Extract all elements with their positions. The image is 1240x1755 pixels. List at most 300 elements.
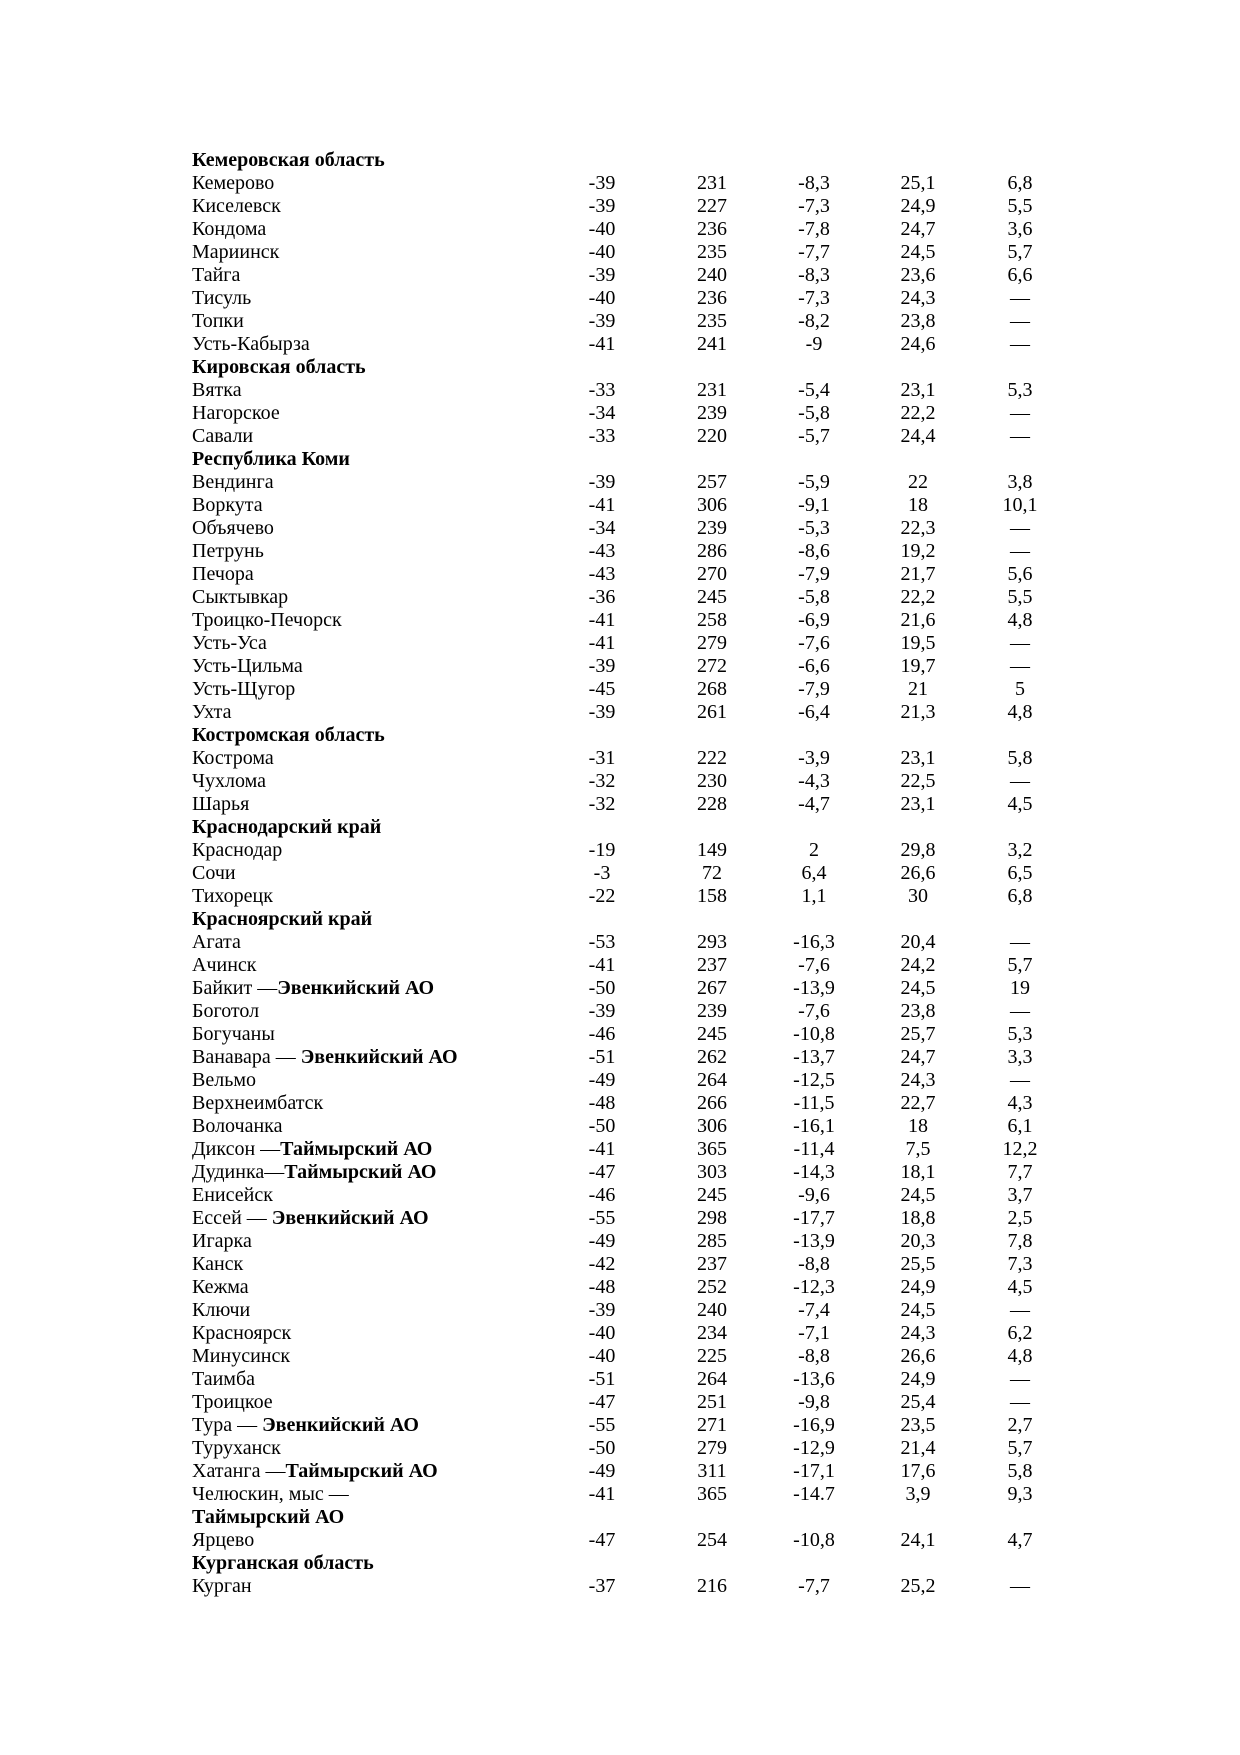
value-cell: -47 (588, 1391, 616, 1413)
value-cell: -5,9 (798, 471, 830, 493)
table-row (192, 379, 1052, 402)
value-cell: 257 (697, 471, 727, 493)
city-name: Троицко-Печорск (192, 609, 342, 631)
value-cell: 6,8 (1007, 885, 1033, 907)
value-cell: -45 (588, 678, 616, 700)
value-cell: -49 (588, 1460, 616, 1482)
region-name: Красноярский край (192, 908, 373, 930)
city-name: Ярцево (192, 1529, 255, 1551)
city-name: Богучаны (192, 1023, 275, 1045)
value-cell: -11,5 (793, 1092, 835, 1114)
value-cell: -7,4 (798, 1299, 830, 1321)
value-cell: 5,8 (1007, 747, 1033, 769)
value-cell: -41 (588, 333, 616, 355)
value-cell: 18,8 (900, 1207, 936, 1229)
value-cell: 225 (697, 1345, 727, 1367)
city-name: Сочи (192, 862, 236, 884)
value-cell: -50 (588, 1437, 616, 1459)
table-row (192, 1414, 1052, 1437)
city-name: Верхнеимбатск (192, 1092, 324, 1114)
value-cell: -16,3 (793, 931, 835, 953)
value-cell: -5,8 (798, 586, 830, 608)
value-cell: 6,6 (1007, 264, 1033, 286)
value-cell: -9 (805, 333, 823, 355)
value-cell: 25,4 (900, 1391, 936, 1413)
value-cell: 5,5 (1007, 195, 1033, 217)
region-name: Кировская область (192, 356, 366, 378)
city-name: Печора (192, 563, 254, 585)
table-row (192, 1161, 1052, 1184)
value-cell: -7,6 (798, 632, 830, 654)
climate-table (192, 149, 1052, 1598)
table-row (192, 609, 1052, 632)
district-name: Таймырский АО (280, 1138, 433, 1160)
value-cell: -8,8 (798, 1345, 830, 1367)
table-row (192, 517, 1052, 540)
value-cell: — (1010, 287, 1030, 309)
value-cell: — (1010, 1575, 1030, 1597)
value-cell: 23,1 (900, 747, 936, 769)
value-cell: 231 (697, 172, 727, 194)
city-name: Байкит —Эвенкийский АО (192, 977, 435, 999)
value-cell: — (1010, 1069, 1030, 1091)
city-name: Усть-Цильма (192, 655, 303, 677)
value-cell: 19,5 (900, 632, 936, 654)
city-name: Усть-Уса (192, 632, 267, 654)
value-cell: -7,3 (798, 195, 830, 217)
value-cell: -33 (588, 379, 616, 401)
region-header (192, 356, 1052, 379)
city-name: Вятка (192, 379, 242, 401)
table-row (192, 310, 1052, 333)
value-cell: -46 (588, 1184, 616, 1206)
value-cell: -13,9 (793, 1230, 835, 1252)
table-row (192, 1483, 1052, 1506)
value-cell: -39 (588, 195, 616, 217)
value-cell: — (1010, 1368, 1030, 1390)
city-name: Красноярск (192, 1322, 292, 1344)
value-cell: 5,7 (1007, 954, 1033, 976)
value-cell: 245 (697, 1023, 727, 1045)
value-cell: 24,3 (900, 287, 936, 309)
value-cell: — (1010, 425, 1030, 447)
value-cell: 3,2 (1007, 839, 1033, 861)
value-cell: 20,4 (900, 931, 936, 953)
value-cell: 18,1 (900, 1161, 936, 1183)
table-row (192, 1299, 1052, 1322)
value-cell: 24,9 (900, 1276, 936, 1298)
value-cell: 235 (697, 241, 727, 263)
city-name: Ключи (192, 1299, 251, 1321)
value-cell: -5,8 (798, 402, 830, 424)
city-name: Усть-Щугор (192, 678, 296, 700)
city-name: Усть-Кабырза (192, 333, 310, 355)
value-cell: 1,1 (801, 885, 827, 907)
value-cell: 5,6 (1007, 563, 1033, 585)
value-cell: 5,5 (1007, 586, 1033, 608)
value-cell: 20,3 (900, 1230, 936, 1252)
value-cell: 239 (697, 402, 727, 424)
value-cell: 6,1 (1007, 1115, 1033, 1137)
city-name: Ессей — Эвенкийский АО (192, 1207, 429, 1229)
table-row (192, 494, 1052, 517)
value-cell: — (1010, 931, 1030, 953)
value-cell: -7,8 (798, 218, 830, 240)
value-cell: 2 (809, 839, 819, 861)
city-name: Дудинка—Таймырский АО (192, 1161, 437, 1183)
table-row (192, 264, 1052, 287)
value-cell: -7,6 (798, 954, 830, 976)
value-cell: 5 (1015, 678, 1025, 700)
value-cell: 2,7 (1007, 1414, 1033, 1436)
district-name: Эвенкийский АО (271, 1207, 429, 1229)
value-cell: 231 (697, 379, 727, 401)
value-cell: — (1010, 770, 1030, 792)
value-cell: 22,7 (900, 1092, 936, 1114)
value-cell: -7,7 (798, 241, 830, 263)
value-cell: 3,8 (1007, 471, 1033, 493)
table-row (192, 1023, 1052, 1046)
value-cell: 22 (908, 471, 928, 493)
value-cell: -5,3 (798, 517, 830, 539)
value-cell: 252 (697, 1276, 727, 1298)
value-cell: -49 (588, 1230, 616, 1252)
city-name: Туруханск (192, 1437, 281, 1459)
value-cell: 239 (697, 517, 727, 539)
value-cell: -48 (588, 1276, 616, 1298)
table-row (192, 586, 1052, 609)
city-name: Хатанга —Таймырский АО (192, 1460, 438, 1482)
value-cell: 23,1 (900, 793, 936, 815)
value-cell: 4,8 (1007, 609, 1033, 631)
district-name: Таймырский АО (285, 1460, 438, 1482)
value-cell: 5,3 (1007, 1023, 1033, 1045)
city-name: Кондома (192, 218, 267, 240)
value-cell: -39 (588, 172, 616, 194)
value-cell: 5,3 (1007, 379, 1033, 401)
value-cell: -32 (588, 770, 616, 792)
value-cell: -34 (588, 402, 616, 424)
table-row (192, 1322, 1052, 1345)
value-cell: -47 (588, 1161, 616, 1183)
value-cell: 22,2 (900, 402, 936, 424)
value-cell: -55 (588, 1414, 616, 1436)
value-cell: -39 (588, 1000, 616, 1022)
value-cell: -13,7 (793, 1046, 835, 1068)
value-cell: -50 (588, 977, 616, 999)
value-cell: 240 (697, 1299, 727, 1321)
value-cell: -8,6 (798, 540, 830, 562)
value-cell: -55 (588, 1207, 616, 1229)
value-cell: 365 (697, 1138, 727, 1160)
value-cell: 262 (697, 1046, 727, 1068)
value-cell: — (1010, 310, 1030, 332)
value-cell: -8,3 (798, 172, 830, 194)
value-cell: -12,9 (793, 1437, 835, 1459)
table-row (192, 172, 1052, 195)
value-cell: 254 (697, 1529, 727, 1551)
value-cell: 24,1 (900, 1529, 936, 1551)
table-row (192, 402, 1052, 425)
value-cell: -17,1 (793, 1460, 835, 1482)
value-cell: 12,2 (1002, 1138, 1038, 1160)
table-row (192, 1000, 1052, 1023)
value-cell: 24,7 (900, 1046, 936, 1068)
value-cell: 24,5 (900, 1184, 936, 1206)
value-cell: -17,7 (793, 1207, 835, 1229)
table-row (192, 218, 1052, 241)
value-cell: -41 (588, 1138, 616, 1160)
region-header (192, 816, 1052, 839)
value-cell: -13,6 (793, 1368, 835, 1390)
value-cell: -6,4 (798, 701, 830, 723)
value-cell: 236 (697, 218, 727, 240)
region-header (192, 724, 1052, 747)
table-row (192, 1092, 1052, 1115)
value-cell: 4,7 (1007, 1529, 1033, 1551)
value-cell: -41 (588, 632, 616, 654)
value-cell: -31 (588, 747, 616, 769)
region-header (192, 1552, 1052, 1575)
value-cell: 306 (697, 1115, 727, 1137)
value-cell: -5,4 (798, 379, 830, 401)
table-row (192, 1207, 1052, 1230)
value-cell: 22,3 (900, 517, 936, 539)
value-cell: 241 (697, 333, 727, 355)
value-cell: 24,5 (900, 1299, 936, 1321)
value-cell: -33 (588, 425, 616, 447)
value-cell: -39 (588, 264, 616, 286)
value-cell: -7,6 (798, 1000, 830, 1022)
value-cell: -6,6 (798, 655, 830, 677)
value-cell: 4,8 (1007, 1345, 1033, 1367)
value-cell: 24,7 (900, 218, 936, 240)
value-cell: -3 (593, 862, 611, 884)
value-cell: 3,6 (1007, 218, 1033, 240)
table-row (192, 1046, 1052, 1069)
city-name: Вендинга (192, 471, 274, 493)
city-name: Объячево (192, 517, 274, 539)
value-cell: -11,4 (793, 1138, 835, 1160)
value-cell: -7,9 (798, 678, 830, 700)
value-cell: 21,6 (900, 609, 936, 631)
value-cell: 227 (697, 195, 727, 217)
value-cell: 149 (697, 839, 727, 861)
city-name: Шарья (192, 793, 250, 815)
value-cell: 18 (908, 1115, 928, 1137)
table-row (192, 471, 1052, 494)
table-row (192, 1460, 1052, 1483)
city-name: Савали (192, 425, 254, 447)
value-cell: 230 (697, 770, 727, 792)
value-cell: 216 (697, 1575, 727, 1597)
value-cell: 23,1 (900, 379, 936, 401)
value-cell: -8,3 (798, 264, 830, 286)
value-cell: -39 (588, 701, 616, 723)
value-cell: 306 (697, 494, 727, 516)
table-row (192, 862, 1052, 885)
value-cell: 7,8 (1007, 1230, 1033, 1252)
table-row (192, 770, 1052, 793)
value-cell: 298 (697, 1207, 727, 1229)
value-cell: -3,9 (798, 747, 830, 769)
value-cell: -14,3 (793, 1161, 835, 1183)
table-row (192, 1138, 1052, 1161)
value-cell: 5,7 (1007, 1437, 1033, 1459)
value-cell: -43 (588, 540, 616, 562)
value-cell: 279 (697, 1437, 727, 1459)
value-cell: 25,2 (900, 1575, 936, 1597)
value-cell: — (1010, 540, 1030, 562)
value-cell: -43 (588, 563, 616, 585)
value-cell: 5,8 (1007, 1460, 1033, 1482)
city-name: Чухлома (192, 770, 266, 792)
city-name: Минусинск (192, 1345, 291, 1367)
city-name: Канск (192, 1253, 244, 1275)
value-cell: -7,9 (798, 563, 830, 585)
value-cell: 23,5 (900, 1414, 936, 1436)
value-cell: 72 (702, 862, 722, 884)
value-cell: -40 (588, 1345, 616, 1367)
city-name: Тихорецк (192, 885, 273, 907)
table-row (192, 195, 1052, 218)
value-cell: 23,8 (900, 310, 936, 332)
value-cell: -8,8 (798, 1253, 830, 1275)
value-cell: -6,9 (798, 609, 830, 631)
value-cell: -48 (588, 1092, 616, 1114)
value-cell: -8,2 (798, 310, 830, 332)
region-name: Костромская область (192, 724, 385, 746)
city-name: Енисейск (192, 1184, 273, 1206)
value-cell: 266 (697, 1092, 727, 1114)
value-cell: -42 (588, 1253, 616, 1275)
value-cell: 24,5 (900, 241, 936, 263)
value-cell: 2,5 (1007, 1207, 1033, 1229)
city-name: Агата (192, 931, 241, 953)
value-cell: -51 (588, 1368, 616, 1390)
table-row (192, 954, 1052, 977)
value-cell: 245 (697, 586, 727, 608)
table-row (192, 1437, 1052, 1460)
value-cell: -34 (588, 517, 616, 539)
value-cell: 236 (697, 287, 727, 309)
value-cell: 10,1 (1002, 494, 1038, 516)
table-row (192, 1069, 1052, 1092)
value-cell: — (1010, 402, 1030, 424)
value-cell: 24,3 (900, 1069, 936, 1091)
value-cell: 311 (697, 1460, 727, 1482)
value-cell: 7,7 (1007, 1161, 1033, 1183)
value-cell: 237 (697, 954, 727, 976)
value-cell: 24,4 (900, 425, 936, 447)
value-cell: -37 (588, 1575, 616, 1597)
city-name: Петрунь (192, 540, 264, 562)
value-cell: 23,6 (900, 264, 936, 286)
city-name: Краснодар (192, 839, 283, 861)
value-cell: 264 (697, 1069, 727, 1091)
value-cell: — (1010, 632, 1030, 654)
value-cell: — (1010, 1391, 1030, 1413)
table-row (192, 241, 1052, 264)
value-cell: -39 (588, 471, 616, 493)
value-cell: 158 (697, 885, 727, 907)
value-cell: 293 (697, 931, 727, 953)
value-cell: -4,3 (798, 770, 830, 792)
city-name: Мариинск (192, 241, 280, 263)
table-row (192, 287, 1052, 310)
value-cell: -50 (588, 1115, 616, 1137)
city-name: Кострома (192, 747, 274, 769)
value-cell: 6,2 (1007, 1322, 1033, 1344)
value-cell: 6,4 (801, 862, 827, 884)
value-cell: 23,8 (900, 1000, 936, 1022)
value-cell: -41 (588, 1483, 616, 1505)
table-row (192, 632, 1052, 655)
value-cell: 270 (697, 563, 727, 585)
city-name: Диксон —Таймырский АО (192, 1138, 433, 1160)
value-cell: -12,5 (793, 1069, 835, 1091)
table-row (192, 1368, 1052, 1391)
value-cell: 22,2 (900, 586, 936, 608)
value-cell: 7,3 (1007, 1253, 1033, 1275)
value-cell: 272 (697, 655, 727, 677)
city-name: Вельмо (192, 1069, 256, 1091)
city-name: Ачинск (192, 954, 257, 976)
city-name: Курган (192, 1575, 252, 1597)
city-name: Ухта (192, 701, 232, 723)
city-name: Ванавара — Эвенкийский АО (192, 1046, 458, 1068)
city-name: Таимба (192, 1368, 256, 1390)
table-row (192, 793, 1052, 816)
value-cell: -41 (588, 609, 616, 631)
value-cell: 18 (908, 494, 928, 516)
value-cell: 22,5 (900, 770, 936, 792)
value-cell: 258 (697, 609, 727, 631)
region-header (192, 1506, 1052, 1529)
value-cell: -32 (588, 793, 616, 815)
value-cell: -39 (588, 655, 616, 677)
district-name: Эвенкийский АО (277, 977, 435, 999)
region-name: Курганская область (192, 1552, 374, 1574)
value-cell: 26,6 (900, 1345, 936, 1367)
value-cell: 239 (697, 1000, 727, 1022)
value-cell: 264 (697, 1368, 727, 1390)
value-cell: -13,9 (793, 977, 835, 999)
region-header (192, 448, 1052, 471)
city-name: Боготол (192, 1000, 260, 1022)
value-cell: 4,5 (1007, 793, 1033, 815)
value-cell: -40 (588, 1322, 616, 1344)
table-row (192, 333, 1052, 356)
value-cell: 30 (908, 885, 928, 907)
table-row (192, 1345, 1052, 1368)
value-cell: 21 (908, 678, 928, 700)
value-cell: -7,7 (798, 1575, 830, 1597)
value-cell: 261 (697, 701, 727, 723)
table-row (192, 540, 1052, 563)
district-name: Эвенкийский АО (300, 1046, 458, 1068)
city-name: Воркута (192, 494, 263, 516)
table-row (192, 563, 1052, 586)
city-name: Киселевск (192, 195, 281, 217)
value-cell: -53 (588, 931, 616, 953)
table-row (192, 1230, 1052, 1253)
region-name: Краснодарский край (192, 816, 382, 838)
table-row (192, 1115, 1052, 1138)
table-row (192, 885, 1052, 908)
city-name: Волочанка (192, 1115, 283, 1137)
value-cell: 19,2 (900, 540, 936, 562)
